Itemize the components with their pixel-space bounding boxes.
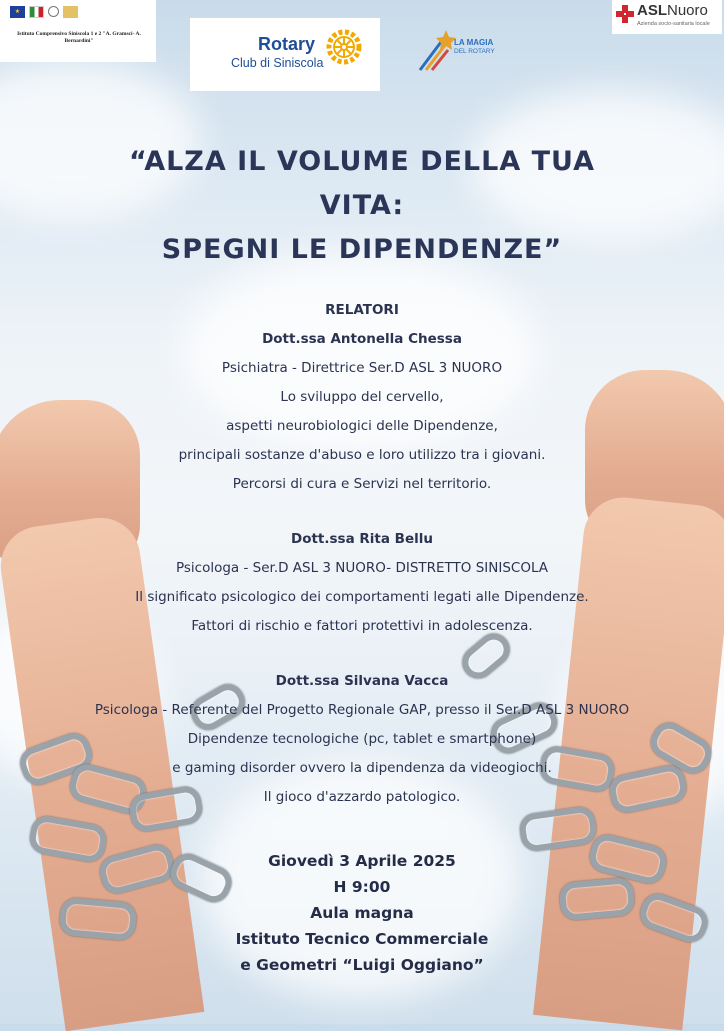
event-venue-line-2: e Geometri “Luigi Oggiano” <box>240 956 484 974</box>
speaker-1-topic: Percorsi di cura e Servizi nel territorio. <box>232 476 492 492</box>
event-room: Aula magna <box>310 904 414 922</box>
speaker-3-topic: Dipendenze tecnologiche (pc, tablet e smartphone) <box>187 731 537 747</box>
speaker-1-topic: Lo sviluppo del cervello, <box>280 389 444 405</box>
asl-name-rest: Nuoro <box>667 2 708 19</box>
asl-subtitle: Azienda socio-sanitaria locale <box>637 21 710 27</box>
la-magia-del-rotary-logo <box>416 26 508 76</box>
speaker-3-topic: Il gioco d'azzardo patologico. <box>263 789 461 805</box>
rotary-club-subtitle: Club di Siniscola <box>231 56 324 70</box>
section-gap <box>0 641 724 667</box>
speaker-2-topic: Fattori di rischio e fattori protettivi in adolescenza. <box>191 618 533 634</box>
speaker-2-role: Psicologa - Ser.D ASL 3 NUORO- DISTRETTO SINISCOLA <box>175 560 549 576</box>
rotary-wheel-icon <box>324 27 364 67</box>
magia-line-1: LA MAGIA <box>454 38 494 47</box>
speaker-1-role: Psichiatra - Direttrice Ser.D ASL 3 NUORO <box>221 360 503 376</box>
headline-line-3: SPEGNI LE DIPENDENZE” <box>161 234 563 265</box>
headline-line-2: VITA: <box>319 190 405 221</box>
speakers-section <box>0 296 724 812</box>
event-date: Giovedì 3 Aprile 2025 <box>268 852 456 870</box>
event-time: H 9:00 <box>333 878 391 896</box>
speaker-3-role: Psicologa - Referente del Progetto Regionale GAP, presso il Ser.D ASL 3 NUORO <box>94 702 630 718</box>
event-details <box>0 848 724 978</box>
event-headline <box>40 140 684 272</box>
magia-text <box>454 38 495 56</box>
eu-flag-icon: ★ <box>10 6 25 18</box>
italy-flag-icon <box>29 6 44 18</box>
section-gap <box>0 499 724 525</box>
school-emblem-icon <box>63 6 78 18</box>
asl-nuoro-logo <box>612 0 722 34</box>
rotary-club-logo <box>190 18 380 91</box>
speaker-1-topic: aspetti neurobiologici delle Dipendenze, <box>226 418 498 434</box>
event-venue-line-1: Istituto Tecnico Commerciale <box>235 930 489 948</box>
rotary-name: Rotary <box>258 34 316 54</box>
school-logo <box>0 0 156 62</box>
speakers-heading: RELATORI <box>325 302 399 318</box>
school-name: Istituto Comprensivo Siniscola 1 e 2 "A. Gramsci- A. Bernardini" <box>17 31 141 44</box>
magic-wand-icon <box>416 26 456 74</box>
headline-line-1: “ALZA IL VOLUME DELLA TUA <box>128 146 596 177</box>
speaker-1-topic: principali sostanze d'abuso e loro utilizzo tra i giovani. <box>178 447 546 463</box>
republic-emblem-icon <box>48 6 59 17</box>
asl-cross-icon <box>616 5 634 23</box>
magia-line-2: DEL ROTARY <box>454 48 495 55</box>
speaker-2-name: Dott.ssa Rita Bellu <box>291 531 433 547</box>
speaker-1-name: Dott.ssa Antonella Chessa <box>262 331 462 347</box>
asl-name <box>637 2 708 19</box>
asl-name-bold: ASL <box>637 2 667 19</box>
school-emblems <box>10 6 78 18</box>
speaker-3-topic: e gaming disorder ovvero la dipendenza da videogiochi. <box>172 760 552 776</box>
speaker-2-topic: Il significato psicologico dei comportamenti legati alle Dipendenze. <box>135 589 589 605</box>
speaker-3-name: Dott.ssa Silvana Vacca <box>275 673 449 689</box>
